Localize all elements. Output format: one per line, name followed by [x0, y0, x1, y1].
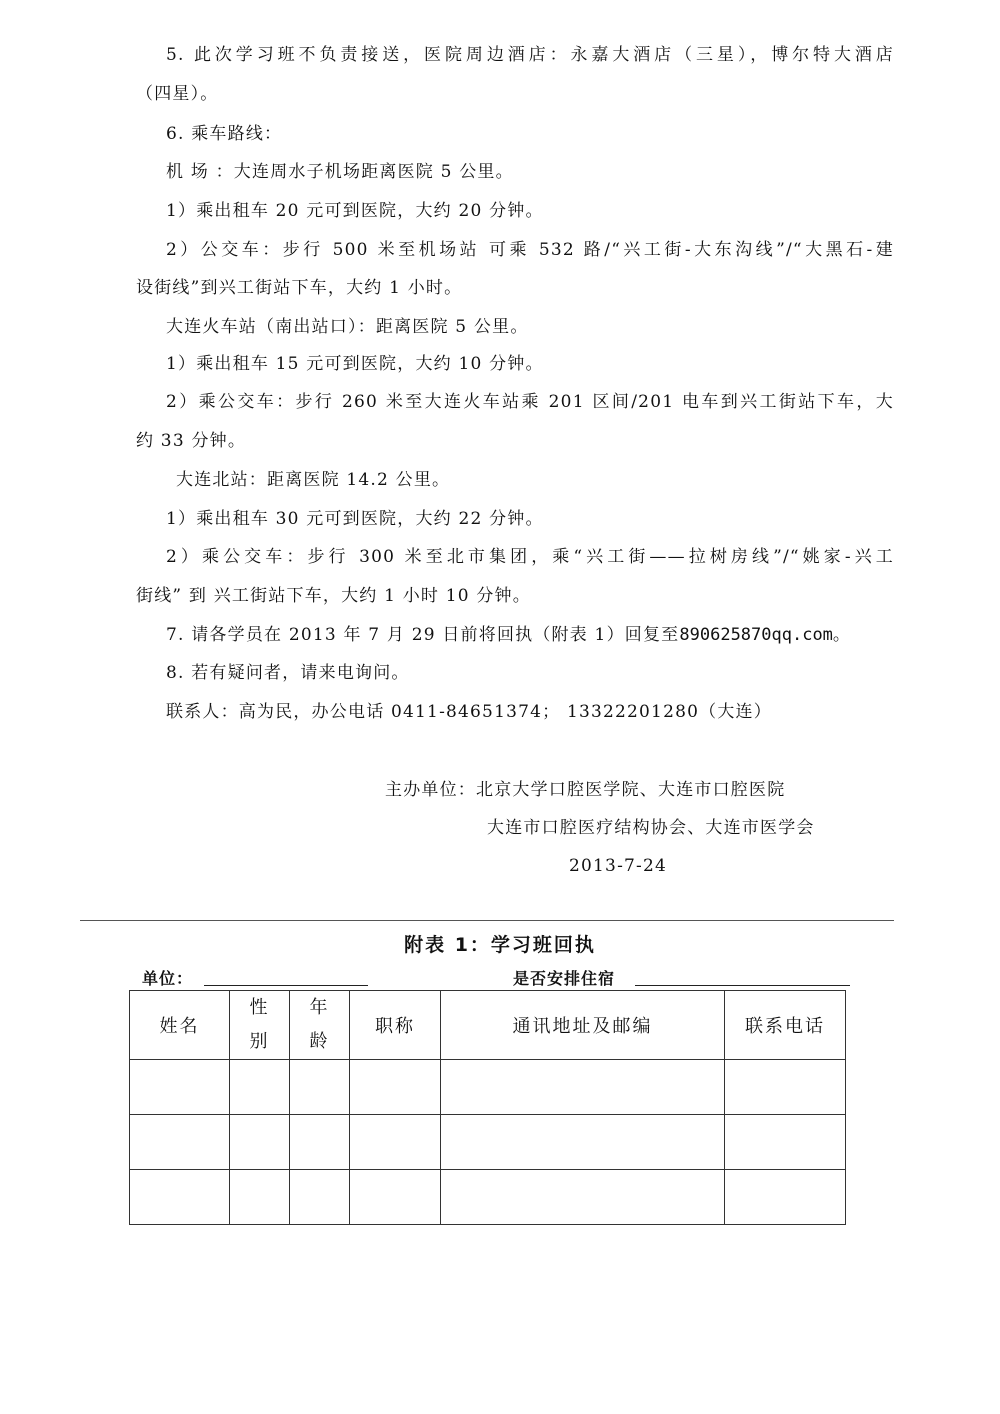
- airport-title: 机 场 ：大连周水子机场距离医院 5 公里。: [166, 162, 514, 182]
- cell-name[interactable]: [130, 1170, 230, 1225]
- cell-title[interactable]: [350, 1115, 441, 1170]
- north-bus-line2: 街线” 到 兴工街站下车，大约 1 小时 10 分钟。: [136, 586, 531, 606]
- header-age-bottom: 龄: [309, 1031, 330, 1052]
- table-row: [130, 1060, 846, 1115]
- north-taxi: 1）乘出租车 30 元可到医院，大约 22 分钟。: [166, 509, 544, 529]
- unit-blank[interactable]: [204, 985, 368, 986]
- lodging-label: 是否安排住宿: [513, 969, 616, 988]
- cell-address[interactable]: [441, 1115, 725, 1170]
- north-title: 大连北站：距离医院 14.2 公里。: [176, 470, 451, 490]
- header-age-top: 年: [309, 997, 330, 1018]
- cell-name[interactable]: [130, 1060, 230, 1115]
- note-item7-text: 7. 请各学员在 2013 年 7 月 29 日前将回执（附表 1）回复至: [166, 625, 680, 645]
- form-title: 附表 1：学习班回执: [404, 934, 596, 956]
- note-item5-line2: （四星）。: [136, 84, 219, 104]
- note-item8: 8. 若有疑问者，请来电询问。: [166, 663, 410, 683]
- table-header-row: [130, 991, 846, 1060]
- organizers-line1: 主办单位：北京大学口腔医学院、大连市口腔医院: [385, 780, 786, 800]
- header-age: [290, 991, 350, 1060]
- unit-label: 单位：: [142, 969, 194, 988]
- header-gender-top: 性: [249, 997, 270, 1018]
- reply-form-table: [129, 990, 846, 1225]
- north-bus-line1: 2）乘公交车：步行 300 米至北市集团，乘“兴工街——拉树房线”/“姚家-兴工: [166, 547, 894, 567]
- cell-address[interactable]: [441, 1060, 725, 1115]
- header-phone: 联系电话: [725, 991, 846, 1060]
- table-row: [130, 1115, 846, 1170]
- section-divider: [80, 920, 894, 921]
- station-taxi: 1）乘出租车 15 元可到医院，大约 10 分钟。: [166, 354, 544, 374]
- cell-phone[interactable]: [725, 1170, 846, 1225]
- table-row: [130, 1170, 846, 1225]
- airport-bus-line2: 设街线”到兴工街站下车，大约 1 小时。: [136, 278, 463, 298]
- cell-title[interactable]: [350, 1170, 441, 1225]
- cell-gender[interactable]: [230, 1115, 290, 1170]
- station-bus-line2: 约 33 分钟。: [136, 431, 247, 451]
- airport-bus-line1: 2）公交车：步行 500 米至机场站 可乘 532 路/“兴工街-大东沟线”/“大黑石-建: [166, 240, 894, 260]
- cell-phone[interactable]: [725, 1060, 846, 1115]
- cell-title[interactable]: [350, 1060, 441, 1115]
- note-item7: [166, 624, 851, 646]
- cell-gender[interactable]: [230, 1170, 290, 1225]
- cell-name[interactable]: [130, 1115, 230, 1170]
- note-item7-end: 。: [832, 625, 852, 645]
- reply-email: 890625870qq.com: [679, 625, 833, 645]
- airport-taxi: 1）乘出租车 20 元可到医院，大约 20 分钟。: [166, 201, 544, 221]
- station-title: 大连火车站（南出站口）：距离医院 5 公里。: [166, 317, 529, 337]
- lodging-blank[interactable]: [635, 985, 850, 986]
- issue-date: 2013-7-24: [569, 856, 667, 876]
- organizers-line2: 大连市口腔医疗结构协会、大连市医学会: [487, 818, 815, 838]
- cell-age[interactable]: [290, 1060, 350, 1115]
- station-bus-line1: 2）乘公交车：步行 260 米至大连火车站乘 201 区间/201 电车到兴工街站下车，大: [166, 392, 894, 412]
- header-title: 职称: [350, 991, 441, 1060]
- cell-age[interactable]: [290, 1115, 350, 1170]
- contact-line: 联系人：高为民，办公电话 0411-84651374； 13322201280（大连）: [166, 702, 772, 722]
- cell-gender[interactable]: [230, 1060, 290, 1115]
- note-item5-line1: 5. 此次学习班不负责接送，医院周边酒店：永嘉大酒店（三星），博尔特大酒店: [166, 45, 894, 65]
- cell-age[interactable]: [290, 1170, 350, 1225]
- cell-phone[interactable]: [725, 1115, 846, 1170]
- cell-address[interactable]: [441, 1170, 725, 1225]
- header-gender: [230, 991, 290, 1060]
- header-name: 姓名: [130, 991, 230, 1060]
- note-item6-title: 6. 乘车路线：: [166, 124, 283, 144]
- header-gender-bottom: 别: [249, 1031, 270, 1052]
- header-address: 通讯地址及邮编: [441, 991, 725, 1060]
